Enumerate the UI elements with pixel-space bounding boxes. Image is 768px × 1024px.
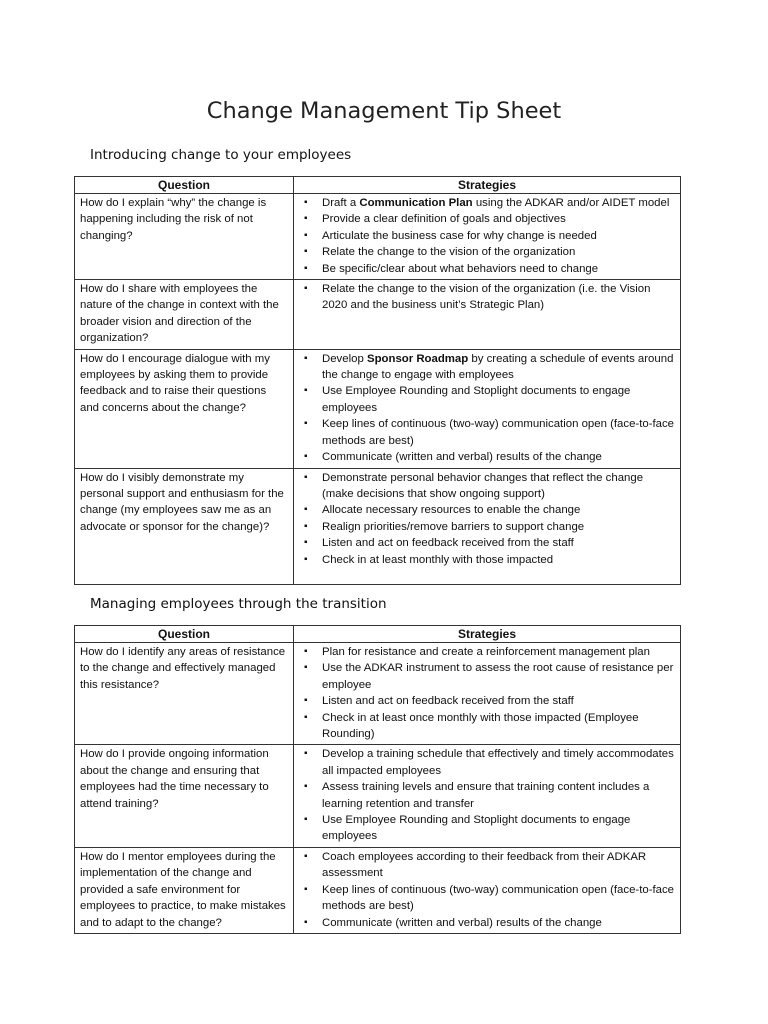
strategy-text: Relate the change to the vision of the organization [322, 246, 576, 259]
strategy-list-item [299, 710, 675, 743]
strategy-text: Demonstrate personal behavior changes that reflect the change (make decisions that show ongoing support) [322, 471, 644, 500]
strategy-text: Check in at least once monthly with those impacted (Employee Rounding) [322, 711, 639, 741]
strategy-list-item [299, 882, 675, 915]
strategy-text: Listen and act on feedback received from the staff [322, 537, 574, 550]
table-row [75, 349, 681, 468]
table-row [75, 194, 681, 280]
strategy-text: Communicate (written and verbal) results of the change [322, 916, 602, 929]
strategies-cell [294, 349, 681, 468]
strategy-list [299, 746, 675, 844]
strategy-list-item [299, 812, 675, 845]
strategy-text: Relate the change to the vision of the organization (i.e. the Vision 2020 and the business unit’s Strategic Plan) [322, 283, 651, 312]
strategy-text-continued: using the ADKAR and/or AIDET model [472, 197, 670, 209]
strategy-list-item [299, 746, 675, 779]
question-cell: How do I explain “why” the change is happening including the risk of not changing? [75, 194, 294, 280]
strategies-cell [294, 847, 681, 933]
strategy-text: Assess training levels and ensure that training content includes a learning retention and transfer [322, 781, 650, 810]
question-cell: How do I share with employees the nature of the change in context with the broader vision and direction of the organization? [75, 280, 294, 350]
strategy-text: Communicate (written and verbal) results of the change [322, 451, 602, 464]
column-header-strategies: Strategies [294, 177, 681, 194]
question-cell: How do I identify any areas of resistance to the change and effectively managed this resistance? [75, 643, 294, 745]
tip-table-introducing [74, 176, 681, 585]
strategy-keyword: Communication Plan [359, 197, 473, 209]
strategy-list-item [299, 535, 675, 551]
section-heading-introducing: Introducing change to your employees [90, 147, 352, 163]
strategy-list-item [299, 849, 675, 882]
strategy-list-item [299, 915, 675, 931]
strategy-list-item [299, 261, 675, 277]
strategy-list [299, 195, 675, 277]
strategy-text: Listen and act on feedback received from the staff [322, 695, 574, 708]
strategy-list-item [299, 519, 675, 535]
strategy-text: Provide a clear definition of goals and objectives [322, 213, 566, 226]
section-heading-transition: Managing employees through the transition [90, 596, 387, 612]
strategies-cell [294, 643, 681, 745]
strategy-list-item [299, 281, 675, 314]
strategy-text: Be specific/clear about what behaviors need to change [322, 262, 599, 275]
strategy-text: Articulate the business case for why change is needed [322, 229, 597, 242]
column-header-strategies: Strategies [294, 626, 681, 643]
strategy-text: Keep lines of continuous (two-way) communication open (face-to-face methods are best) [322, 418, 675, 447]
question-cell: How do I provide ongoing information about the change and ensuring that employees had the time necessary to attend training? [75, 745, 294, 847]
strategy-list-item [299, 195, 675, 211]
strategy-text: Check in at least monthly with those impacted [322, 553, 554, 566]
strategy-text: Develop [322, 352, 367, 365]
table-row [75, 468, 681, 584]
table-header-row [75, 177, 681, 194]
strategy-text: Use Employee Rounding and Stoplight documents to engage employees [322, 814, 631, 843]
table-row [75, 280, 681, 350]
table-row [75, 643, 681, 745]
question-cell: How do I encourage dialogue with my employees by asking them to provide feedback and to raise their questions and concerns about the change? [75, 349, 294, 468]
strategy-text: Use the ADKAR instrument to assess the root cause of resistance per employee [322, 662, 674, 691]
strategy-list [299, 644, 675, 742]
strategy-list-item [299, 351, 675, 384]
table-body [75, 643, 681, 934]
strategy-text: Coach employees according to their feedback from their ADKAR assessment [322, 850, 647, 880]
strategy-list-item [299, 449, 675, 465]
strategy-list [299, 470, 675, 568]
strategies-cell [294, 194, 681, 280]
strategy-list-item [299, 383, 675, 416]
strategy-list-item [299, 644, 675, 660]
page-title: Change Management Tip Sheet [206, 98, 562, 124]
strategy-list-item [299, 502, 675, 518]
strategy-text: Keep lines of continuous (two-way) communication open (face-to-face methods are best) [322, 883, 675, 913]
strategy-keyword: Sponsor Roadmap [366, 352, 469, 365]
strategy-list-item [299, 779, 675, 812]
tip-table-transition [74, 625, 681, 934]
strategy-text: Develop a training schedule that effectively and timely accommodates all impacted employees [322, 748, 674, 777]
strategy-list-item [299, 552, 675, 568]
question-cell: How do I visibly demonstrate my personal support and enthusiasm for the change (my employees saw me as an advocate or sponsor for the change)? [75, 468, 294, 584]
strategy-list-item [299, 244, 675, 260]
strategy-list-item [299, 228, 675, 244]
table-row [75, 745, 681, 847]
strategy-list-item [299, 416, 675, 449]
table-row [75, 847, 681, 933]
strategy-text: Allocate necessary resources to enable the change [322, 504, 581, 517]
strategy-list-item [299, 693, 675, 709]
table-body [75, 194, 681, 585]
strategy-text: Realign priorities/remove barriers to support change [322, 520, 585, 533]
strategy-list-item [299, 470, 675, 503]
strategies-cell [294, 745, 681, 847]
strategies-cell [294, 468, 681, 584]
strategy-list [299, 849, 675, 931]
strategies-cell [294, 280, 681, 350]
column-header-question: Question [75, 177, 294, 194]
strategy-text: Plan for resistance and create a reinforcement management plan [322, 646, 650, 658]
column-header-question: Question [75, 626, 294, 643]
table-header-row [75, 626, 681, 643]
question-cell: How do I mentor employees during the implementation of the change and provided a safe environment for employees to practice, to make mistakes and to adapt to the change? [75, 847, 294, 933]
strategy-list [299, 281, 675, 314]
strategy-text-continued: by creating a schedule of events around the change to engage with employees [322, 352, 674, 382]
strategy-list-item [299, 211, 675, 227]
strategy-list-item [299, 660, 675, 693]
strategy-text: Use Employee Rounding and Stoplight documents to engage employees [322, 385, 631, 414]
strategy-list [299, 351, 675, 466]
strategy-text: Draft a [322, 197, 360, 209]
